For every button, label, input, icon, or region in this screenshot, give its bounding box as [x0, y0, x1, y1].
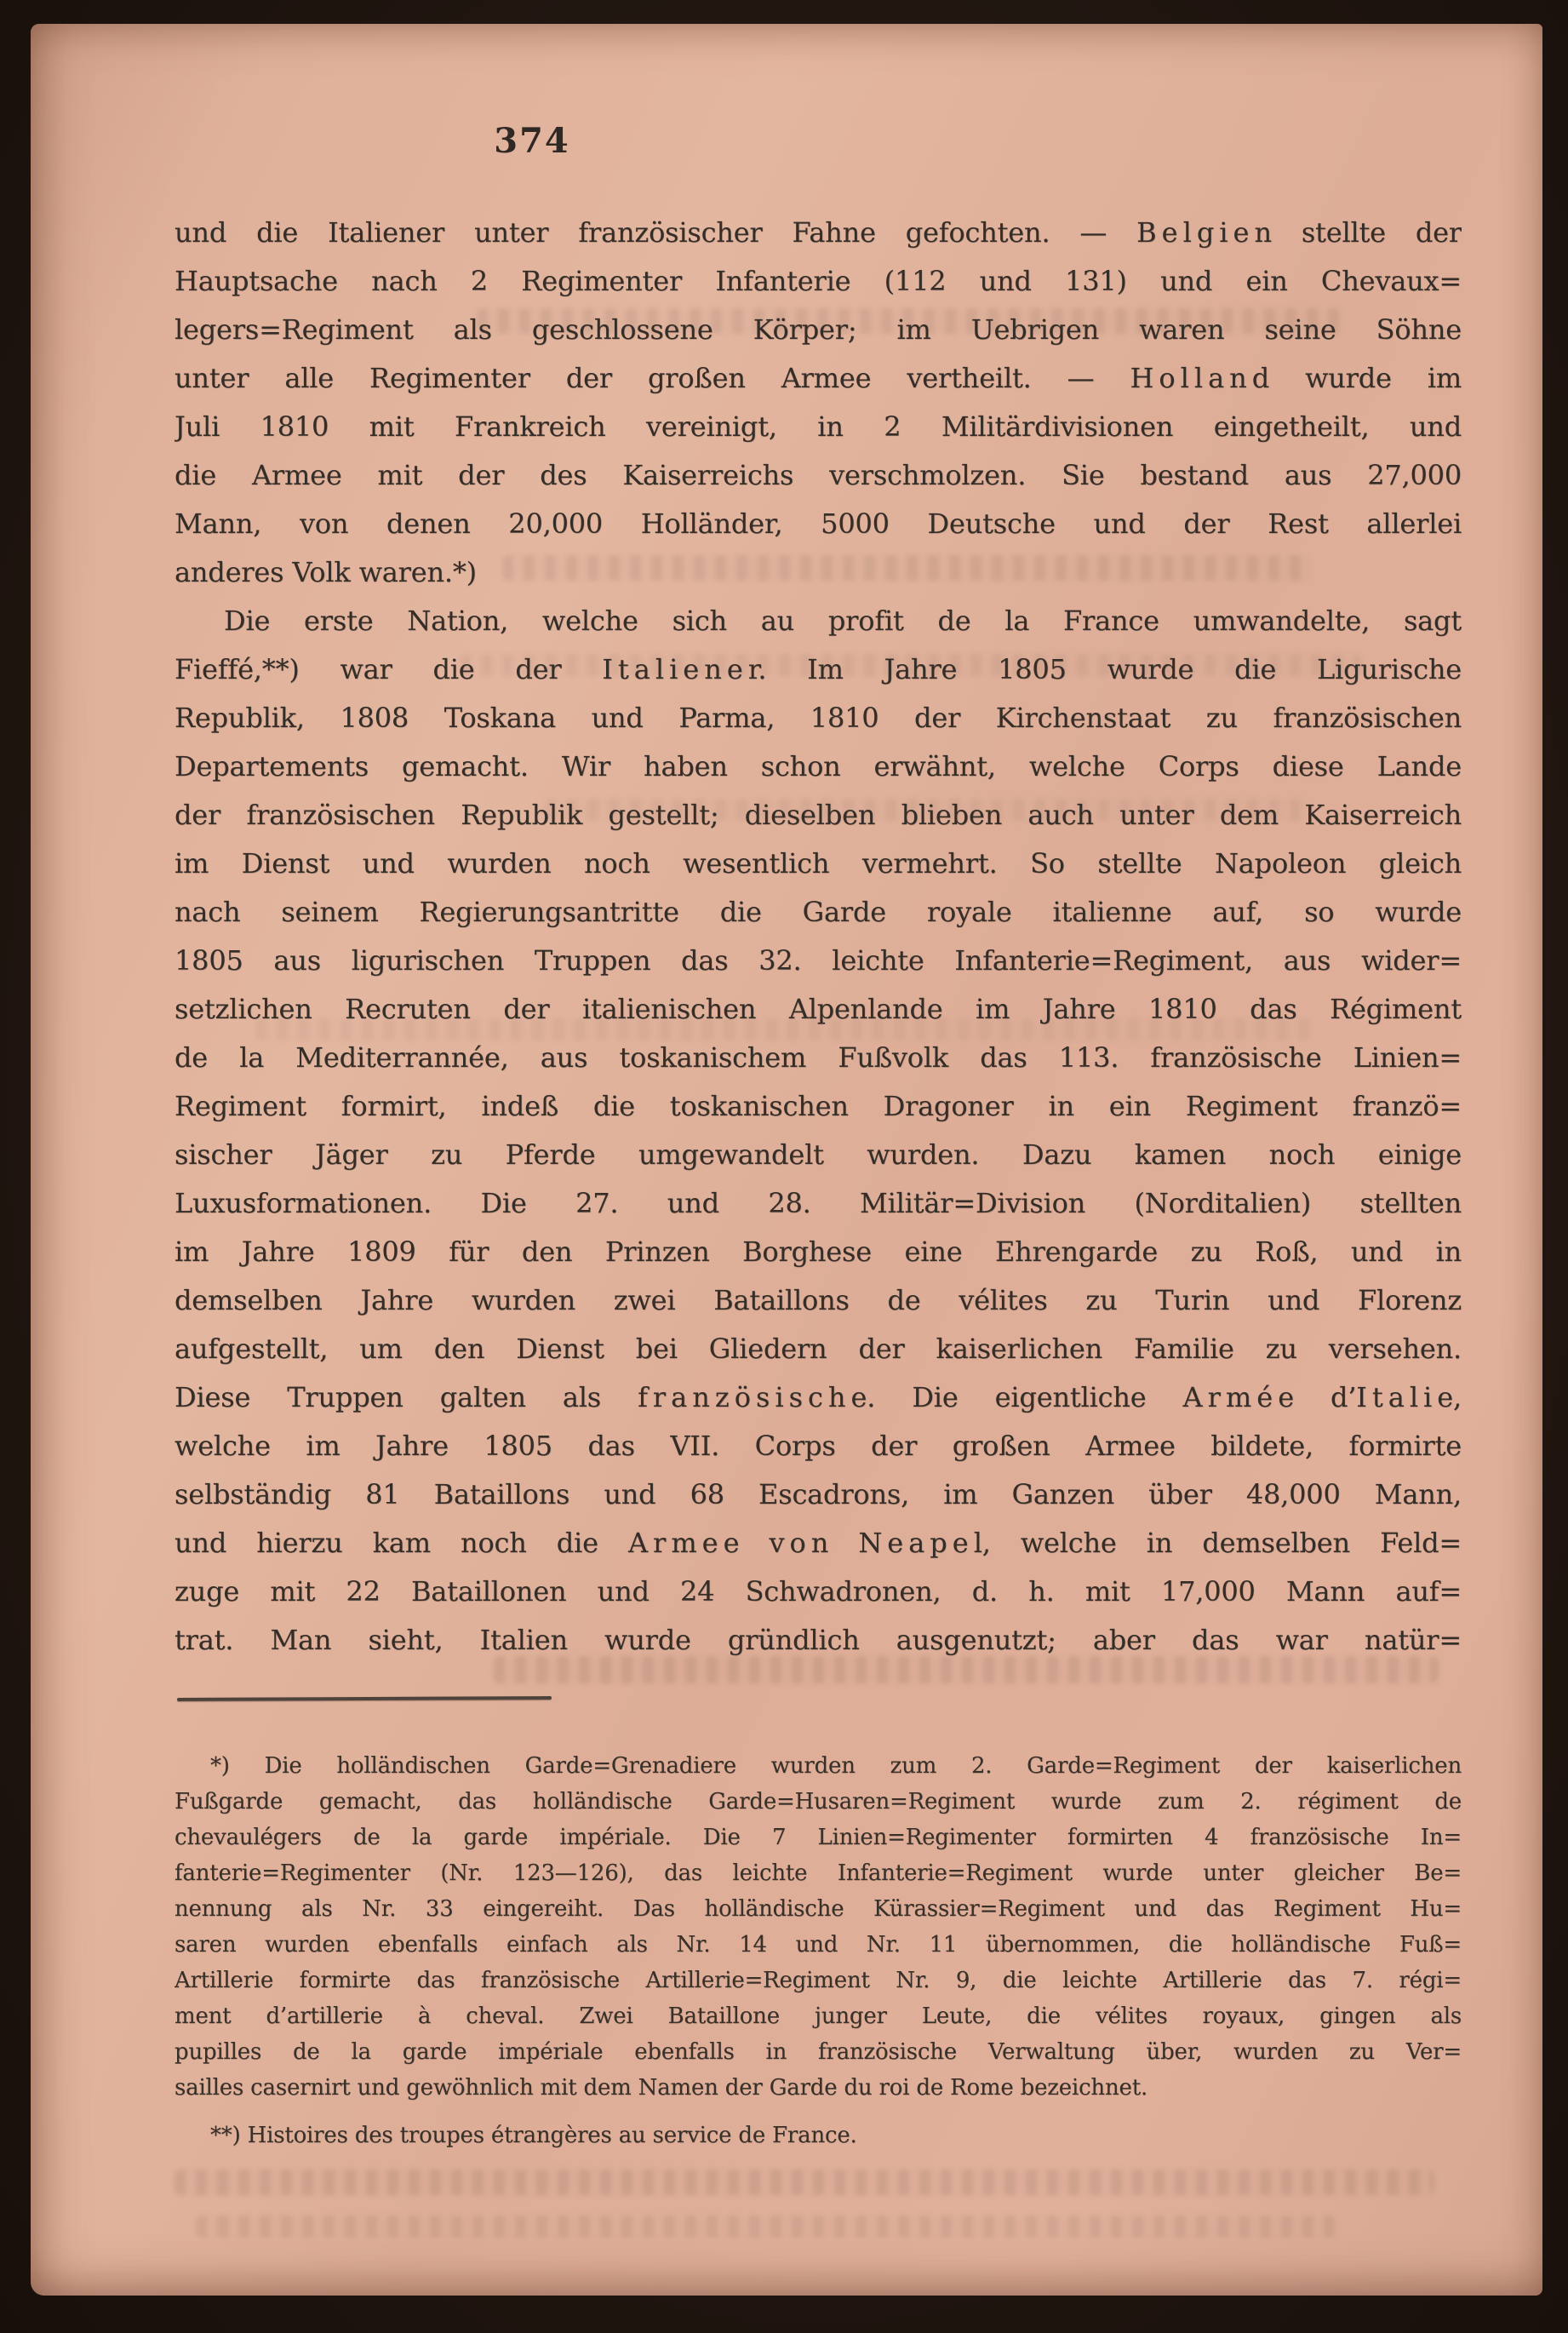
body-text-line: und die Italiener unter französischer Fahne gefochten. — B e l g i e n stellte der [175, 216, 1462, 249]
body-text-line: Die erste Nation, welche sich au profit de la France umwandelte, sagt [224, 605, 1462, 637]
footnote-line: **) Histoires des troupes étrangères au service de France. [210, 2123, 857, 2148]
body-text-line: und hierzu kam noch die A r m e e v o n N e a p e l, welche in demselben Feld= [175, 1527, 1462, 1559]
body-text-line: de la Mediterrannée, aus toskanischem Fußvolk das 113. französische Linien= [175, 1041, 1462, 1074]
body-text-line: im Dienst und wurden noch wesentlich vermehrt. So stellte Napoleon gleich [175, 847, 1462, 880]
body-text-line: Juli 1810 mit Frankreich vereinigt, in 2 Militärdivisionen eingetheilt, und [175, 410, 1462, 443]
footnotes-block [175, 1748, 1462, 2153]
page-number: 374 [494, 121, 570, 161]
body-text-line: Republik, 1808 Toskana und Parma, 1810 der Kirchenstaat zu französischen [175, 702, 1462, 734]
footnote-line: chevaulégers de la garde impériale. Die 7 Linien=Regimenter formirten 4 französische In= [175, 1825, 1462, 1850]
body-text-block [175, 209, 1462, 1665]
footnote-line: Artillerie formirte das französische Artillerie=Regiment Nr. 9, die leichte Artillerie das 7. régi= [175, 1968, 1462, 1993]
footnote-line: nennung als Nr. 33 eingereiht. Das holländische Kürassier=Regiment und das Regiment Hu= [175, 1896, 1462, 1922]
body-text-line: Diese Truppen galten als f r a n z ö s i s c h e. Die eigentliche A r m é e d’I t a l i e, [175, 1381, 1462, 1413]
body-text-line: aufgestellt, um den Dienst bei Gliedern der kaiserlichen Familie zu versehen. [175, 1333, 1462, 1365]
body-text-line: trat. Man sieht, Italien wurde gründlich ausgenutzt; aber das war natür= [175, 1624, 1462, 1656]
body-text-line: die Armee mit der des Kaiserreichs verschmolzen. Sie bestand aus 27,000 [175, 459, 1462, 491]
body-text-line: anderes Volk waren.*) [175, 556, 477, 588]
body-text-line: legers=Regiment als geschlossene Körper; im Uebrigen waren seine Söhne [175, 313, 1462, 346]
footnote-line: saren wurden ebenfalls einfach als Nr. 14 und Nr. 11 übernommen, die holländische Fuß= [175, 1932, 1462, 1958]
body-text-line: unter alle Regimenter der großen Armee vertheilt. — H o l l a n d wurde im [175, 362, 1462, 394]
footnote-line: fanterie=Regimenter (Nr. 123—126), das leichte Infanterie=Regiment wurde unter gleicher Be= [175, 1860, 1462, 1886]
body-text-line: 1805 aus ligurischen Truppen das 32. leichte Infanterie=Regiment, aus wider= [175, 944, 1462, 977]
body-text-line: nach seinem Regierungsantritte die Garde royale italienne auf, so wurde [175, 896, 1462, 928]
footnote-line: ment d’artillerie à cheval. Zwei Bataillone junger Leute, die vélites royaux, gingen als [175, 2003, 1462, 2029]
body-text-line: Luxusformationen. Die 27. und 28. Militär=Division (Norditalien) stellten [175, 1187, 1462, 1219]
footnote-line: pupilles de la garde impériale ebenfalls in französische Verwaltung über, wurden zu Ver= [175, 2039, 1462, 2065]
body-text-line: der französischen Republik gestellt; dieselben blieben auch unter dem Kaiserreich [175, 799, 1462, 831]
body-text-line: im Jahre 1809 für den Prinzen Borghese eine Ehrengarde zu Roß, und in [175, 1235, 1462, 1268]
footnote-line: *) Die holländischen Garde=Grenadiere wurden zum 2. Garde=Regiment der kaiserlichen [210, 1753, 1462, 1779]
body-text-line: selbständig 81 Bataillons und 68 Escadrons, im Ganzen über 48,000 Mann, [175, 1478, 1462, 1510]
body-text-line: setzlichen Recruten der italienischen Alpenlande im Jahre 1810 das Régiment [175, 993, 1462, 1025]
body-text-line: Regiment formirt, indeß die toskanischen Dragoner in ein Regiment franzö= [175, 1090, 1462, 1122]
body-text-line: demselben Jahre wurden zwei Bataillons de vélites zu Turin und Florenz [175, 1284, 1462, 1316]
body-text-line: Departements gemacht. Wir haben schon erwähnt, welche Corps diese Lande [175, 750, 1462, 782]
body-text-line: welche im Jahre 1805 das VII. Corps der großen Armee bildete, formirte [175, 1430, 1462, 1462]
body-text-line: zuge mit 22 Bataillonen und 24 Schwadronen, d. h. mit 17,000 Mann auf= [175, 1575, 1462, 1608]
footnote-line: sailles casernirt und gewöhnlich mit dem Namen der Garde du roi de Rome bezeichnet. [175, 2075, 1148, 2101]
body-text-line: Fieffé,**) war die der I t a l i e n e r. Im Jahre 1805 wurde die Ligurische [175, 653, 1462, 685]
body-text-line: Hauptsache nach 2 Regimenter Infanterie (112 und 131) und ein Chevaux= [175, 265, 1462, 297]
bleedthrough-ghost [175, 2170, 1434, 2195]
footnote-line: Fußgarde gemacht, das holländische Garde=Husaren=Regiment wurde zum 2. régiment de [175, 1789, 1462, 1814]
bleedthrough-ghost [196, 2215, 1336, 2238]
body-text-line: Mann, von denen 20,000 Holländer, 5000 Deutsche und der Rest allerlei [175, 507, 1462, 540]
body-text-line: sischer Jäger zu Pferde umgewandelt wurden. Dazu kamen noch einige [175, 1138, 1462, 1171]
